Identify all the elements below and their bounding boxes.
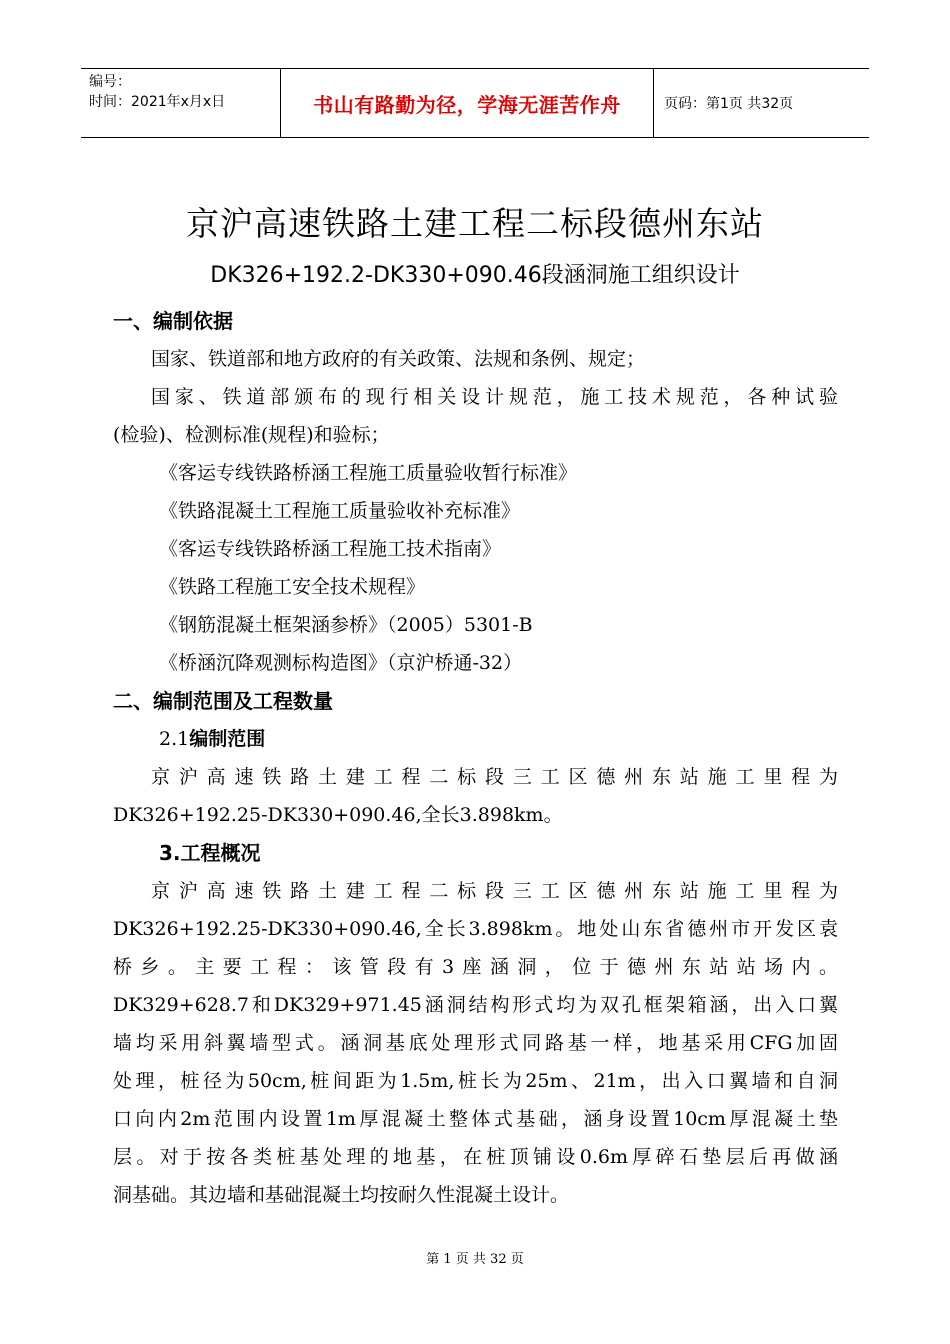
page-header-table [81, 68, 869, 138]
paragraph-line: 京沪高速铁路土建工程二标段三工区德州东站施工里程为 [151, 880, 838, 902]
list-item: 《客运专线铁路桥涵工程施工质量验收暂行标准》 [159, 462, 578, 484]
paragraph: 国家、铁道部颁布的现行相关设计规范，施工技术规范，各种试验 [151, 386, 838, 408]
paragraph-line: DK329+628.7和DK329+971.45涵洞结构形式均为双孔框架箱涵，出入口翼 [113, 994, 838, 1016]
paragraph-line: 处理，桩径为50cm,桩间距为1.5m,桩长为25m、21m，出入口翼墙和自洞 [113, 1070, 838, 1092]
document-title: 京沪高速铁路土建工程二标段德州东站 [186, 204, 764, 243]
header-motto: 书山有路勤为径，学海无涯苦作舟 [281, 69, 654, 137]
paragraph-continued: DK326+192.25-DK330+090.46,全长3.898km。 [113, 804, 563, 826]
paragraph: 京沪高速铁路土建工程二标段三工区德州东站施工里程为 [151, 766, 838, 788]
header-left-cell [81, 69, 281, 137]
paragraph-continued: (检验)、检测标准(规程)和验标； [113, 424, 390, 446]
list-item: 《钢筋混凝土框架涵参桥》（2005）5301-B [159, 614, 533, 636]
document-subtitle: DK326+192.2-DK330+090.46段涵洞施工组织设计 [210, 263, 740, 288]
list-item: 《铁路工程施工安全技术规程》 [159, 576, 426, 598]
section-heading-2: 二、编制范围及工程数量 [113, 689, 333, 713]
section-heading-3: 3.工程概况 [159, 841, 261, 865]
list-item: 《铁路混凝土工程施工质量验收补充标准》 [159, 500, 521, 522]
header-page-info: 页码：第1页 共32页 [664, 96, 794, 112]
number-label: 编号： [89, 74, 131, 90]
list-item: 《客运专线铁路桥涵工程施工技术指南》 [159, 538, 502, 560]
time-label: 时间：2021年x月x日 [89, 94, 226, 110]
paragraph-line: 层。对于按各类桩基处理的地基，在桩顶铺设0.6m厚碎石垫层后再做涵 [113, 1146, 838, 1168]
paragraph-line: 桥乡。主要工程：该管段有3座涵洞，位于德州东站站场内。 [113, 956, 838, 978]
paragraph-line: DK326+192.25-DK330+090.46,全长3.898km。地处山东省德州市开发区袁 [113, 918, 838, 940]
paragraph: 国家、铁道部和地方政府的有关政策、法规和条例、规定； [151, 348, 646, 370]
paragraph-line: 墙均采用斜翼墙型式。涵洞基底处理形式同路基一样，地基采用CFG加固 [113, 1032, 838, 1054]
page-footer: 第 1 页 共 32 页 [426, 1252, 524, 1267]
subsection-number: 2.1 [159, 728, 190, 750]
subsection-heading [113, 720, 838, 758]
paragraph-line: 洞基础。其边墙和基础混凝土均按耐久性混凝土设计。 [113, 1184, 570, 1206]
paragraph-line: 口向内2m范围内设置1m厚混凝土整体式基础，涵身设置10cm厚混凝土垫 [113, 1108, 838, 1130]
section-heading-1: 一、编制依据 [113, 309, 233, 333]
document-body [113, 302, 838, 1214]
list-item: 《桥涵沉降观测标构造图》（京沪桥通-32） [159, 652, 523, 674]
subsection-title: 编制范围 [189, 728, 266, 750]
